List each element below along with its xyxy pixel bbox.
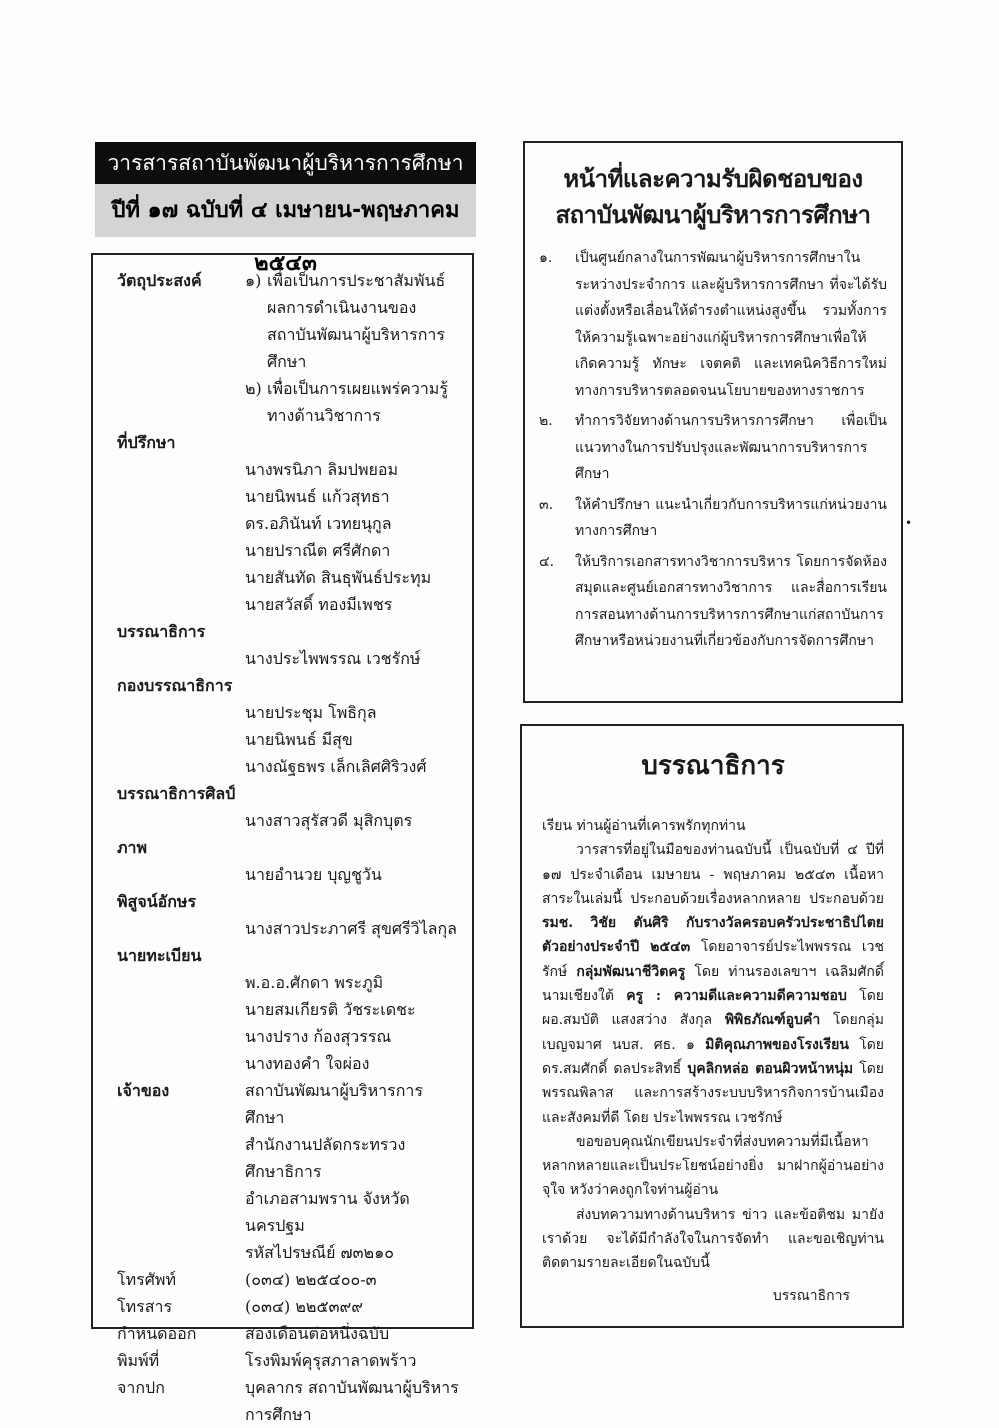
owner-line: สำนักงานปลัดกระทรวงศึกษาธิการ bbox=[245, 1135, 406, 1181]
staff-name: นายปราณีต ศรีศักดา bbox=[245, 541, 391, 560]
editorial-greeting: เรียน ท่านผู้อ่านที่เคารพรักทุกท่าน bbox=[542, 818, 746, 834]
staff-name: นายสมเกียรติ วัชระเดชะ bbox=[245, 1000, 416, 1019]
staff-listing bbox=[91, 253, 474, 1424]
cover-lines bbox=[245, 1374, 462, 1428]
detail-label: โทรสาร bbox=[117, 1297, 173, 1316]
owner-line: สถาบันพัฒนาผู้บริหารการศึกษา bbox=[245, 1081, 423, 1127]
detail-value: (๐๓๔) ๒๒๕๓๙๙ bbox=[245, 1297, 363, 1316]
duty-text: เป็นศูนย์กลางในการพัฒนาผู้บริหารการศึกษาในระหว่างประจำการ และผู้บริหารการศึกษา ที่จะได้รับแต่งตั้งหรือเลื่อนให้ดำรงตำแหน่งสูงขึ้น รวมทั้งการให้ความรู้เฉพาะอย่างแก่ผู้บริหารการศึกษาเพื่อให้เกิดความรู้ ทักษะ เจตคติ และเทคนิควิธีการใหม่ทางการบริหารตลอดจนนโยบายของทางราชการ bbox=[575, 250, 887, 399]
objective-num: ๒) bbox=[245, 379, 262, 398]
owner-line: อำเภอสามพราน จังหวัดนครปฐม bbox=[245, 1189, 410, 1235]
detail-row bbox=[117, 1293, 462, 1320]
staff-name: นางพรนิภา ลิมปพยอม bbox=[245, 460, 399, 479]
editorial-paragraph: ส่งบทความทางด้านบริหาร ข่าว และข้อติชม มายังเราด้วย จะได้มีกำลังใจในการจัดทำ และขอเชิญท่านติดตามรายละเอียดในฉบับนี้ bbox=[542, 1206, 884, 1272]
detail-label: โทรศัพท์ bbox=[117, 1270, 176, 1289]
cover-line: บุคลากร สถาบันพัฒนาผู้บริหาร bbox=[245, 1378, 459, 1397]
margin-dot: • bbox=[905, 516, 913, 530]
staff-name: นางสาวประภาศรี สุขศรีวิไลกุล bbox=[245, 919, 457, 938]
duty-text: ให้บริการเอกสารทางวิชาการบริหาร โดยการจัดห้องสมุดและศูนย์เอกสารทางวิชาการ และสื่อการเรียนการสอนทางด้านการบริหารการศึกษาแก่สถาบันการศึกษาหรือหน่วยงานที่เกี่ยวข้องกับการจัดการศึกษา bbox=[575, 553, 887, 649]
staff-name: นางประไพพรรณ เวชรักษ์ bbox=[245, 649, 421, 668]
staff-name: นายประชุม โพธิกุล bbox=[245, 703, 377, 722]
detail-value: (๐๓๔) ๒๒๕๔๐๐-๓ bbox=[245, 1270, 377, 1289]
owner-row bbox=[117, 1077, 462, 1266]
editorial-signature: บรรณาธิการ bbox=[772, 1287, 850, 1304]
staff-name: นางสาวสุรัสวดี มุสิกบุตร bbox=[245, 811, 413, 830]
detail-value: โรงพิมพ์คุรุสภาลาดพร้าว bbox=[245, 1351, 417, 1370]
duties-title-line: หน้าที่และความรับผิดชอบของ bbox=[563, 165, 863, 193]
objective-row bbox=[117, 267, 462, 429]
objective-text: เพื่อเป็นการเผยแพร่ความรู้ทางด้านวิชาการ bbox=[267, 379, 448, 425]
duty-item bbox=[539, 245, 887, 404]
objective-text: เพื่อเป็นการประชาสัมพันธ์ผลการดำเนินงานของสถาบันพัฒนาผู้บริหารการศึกษา bbox=[267, 271, 446, 371]
objective-list bbox=[245, 267, 462, 429]
owner-line: รหัสไปรษณีย์ ๗๓๒๑๐ bbox=[245, 1243, 394, 1262]
staff-section-label: กองบรรณาธิการ bbox=[117, 676, 233, 695]
staff-name: นายอำนวย บุญชูวัน bbox=[245, 865, 382, 884]
editorial-box bbox=[520, 724, 904, 1328]
duty-item bbox=[539, 549, 887, 655]
staff-name: นางปราง ก้องสุวรรณ bbox=[245, 1027, 392, 1046]
staff-sections bbox=[117, 429, 462, 1077]
objective-item bbox=[245, 375, 462, 429]
staff-section-label: บรรณาธิการ bbox=[117, 622, 206, 641]
staff-name: พ.อ.อ.ศักดา พระภูมิ bbox=[245, 973, 384, 992]
duties-title bbox=[539, 161, 887, 233]
duties-box bbox=[523, 141, 903, 703]
duty-text: ให้คำปรึกษา แนะนำเกี่ยวกับการบริหารแก่หน่วยงานทางการศึกษา bbox=[575, 496, 887, 539]
detail-label: พิมพ์ที่ bbox=[117, 1351, 160, 1370]
duty-item bbox=[539, 408, 887, 488]
journal-title: วารสารสถาบันพัฒนาผู้บริหารการศึกษา bbox=[95, 142, 476, 184]
cover-row bbox=[117, 1374, 462, 1428]
owner-lines bbox=[245, 1077, 462, 1266]
duty-text: ทำการวิจัยทางด้านการบริหารการศึกษา เพื่อเป็นแนวทางในการปรับปรุงและพัฒนาการบริหารการศึกษา bbox=[575, 413, 887, 482]
detail-row bbox=[117, 1266, 462, 1293]
duty-num: ๓. bbox=[539, 496, 554, 513]
detail-row bbox=[117, 1347, 462, 1374]
staff-name: นายสันทัด สินธุพันธ์ประทุม bbox=[245, 568, 432, 587]
editorial-title: บรรณาธิการ bbox=[641, 751, 785, 781]
staff-name: นางทองคำ ใจผ่อง bbox=[245, 1054, 370, 1073]
staff-name: นางณัฐธพร เล็กเลิศศิริวงศ์ bbox=[245, 757, 427, 776]
staff-section-label: ภาพ bbox=[117, 838, 148, 857]
staff-name: นายนิพนธ์ มีสุข bbox=[245, 730, 353, 749]
duties-title-line: สถาบันพัฒนาผู้บริหารการศึกษา bbox=[555, 201, 871, 229]
cover-line: การศึกษา bbox=[245, 1405, 312, 1424]
duty-item bbox=[539, 492, 887, 545]
staff-section-label: ที่ปรึกษา bbox=[117, 433, 176, 452]
detail-row bbox=[117, 1320, 462, 1347]
detail-label: กำหนดออก bbox=[117, 1324, 197, 1343]
objective-item bbox=[245, 267, 462, 375]
objective-label: วัตถุประสงค์ bbox=[117, 271, 202, 290]
staff-name: นายนิพนธ์ แก้วสุทธา bbox=[245, 487, 390, 506]
detail-value: สองเดือนต่อหนึ่งฉบับ bbox=[245, 1324, 390, 1343]
issue-line: ปีที่ ๑๗ ฉบับที่ ๔ เมษายน-พฤษภาคม ๒๕๔๓ bbox=[95, 184, 476, 237]
cover-label: จากปก bbox=[117, 1378, 165, 1397]
editorial-paragraph: ขอขอบคุณนักเขียนประจำที่ส่งบทความที่มีเนื้อหาหลากหลายและเป็นประโยชน์อย่างยิ่ง มาฝากผู้อ่านอย่างจุใจ หวังว่าคงถูกใจท่านผู้อ่าน bbox=[542, 1133, 884, 1199]
staff-name: นายสวัสดิ์ ทองมีเพชร bbox=[245, 595, 393, 614]
owner-label: เจ้าของ bbox=[117, 1081, 170, 1100]
objective-num: ๑) bbox=[245, 271, 262, 290]
editorial-paragraph: วารสารที่อยู่ในมือของท่านฉบับนี้ เป็นฉบับที่ ๔ ปีที่ ๑๗ ประจำเดือน เมษายน - พฤษภาคม ๒๕๔๓ เนื้อหาสาระในเล่มนี้ ประกอบด้วยเรื่องหลากหลาย ประกอบด้วย รมช. วิชัย ตันศิริ กับรางวัลครอบครัวประชาธิปไตยตัวอย่างประจำปี ๒๕๔๓ โดยอาจารย์ประไพพรรณ เวชรักษ์ กลุ่มพัฒนาชีวิตครู โดย ท่านรองเลขาฯ เฉลิมศักดิ์ นามเชียงใต้ ครู : ความดีและความดีความชอบ โดย ผอ.สมบัติ แสงสว่าง สังกุล พิพิธภัณฑ์อูบคำ โดยกลุ่มเบญจมาศ นบส. ศธ. ๑ มิติคุณภาพของโรงเรียน โดย ดร.สมศักดิ์ ดลประสิทธิ์ บุคลิกหล่อ ตอนผิวหน้าหนุ่ม โดยพรรณพิลาส และการสร้างระบบบริหารกิจการบ้านเมืองและสังคมที่ดี โดย ประไพพรรณ เวชรักษ์ bbox=[542, 842, 885, 1126]
staff-section-label: พิสูจน์อักษร bbox=[117, 892, 197, 911]
staff-name: ดร.อภินันท์ เวทยนุกูล bbox=[245, 514, 392, 533]
staff-section-label: บรรณาธิการศิลป์ bbox=[117, 784, 236, 803]
staff-section-label: นายทะเบียน bbox=[117, 946, 202, 965]
duty-num: ๑. bbox=[539, 250, 553, 266]
duty-num: ๒. bbox=[539, 413, 553, 429]
duty-num: ๔. bbox=[539, 553, 555, 570]
